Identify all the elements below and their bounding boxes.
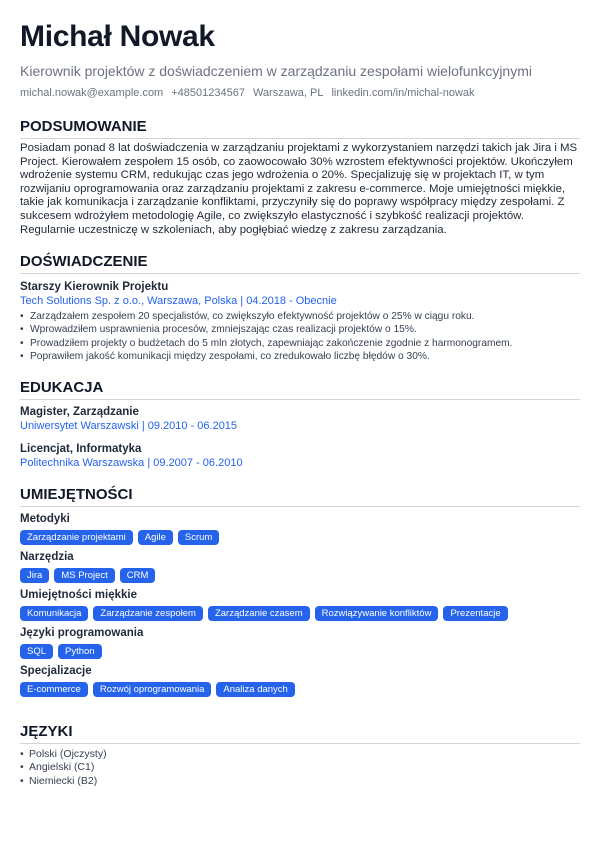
skill-tag: Agile	[138, 530, 173, 545]
skill-tag: Prezentacje	[443, 606, 507, 621]
skill-tag: Analiza danych	[216, 682, 294, 697]
summary-text: Posiadam ponad 8 lat doświadczenia w zarządzaniu projektami z wykorzystaniem narzędzi takich jak Jira i MS Project. Kierowałem zespołem 15 osób, co zaowocowało 30% wzrostem efektywności projektów. Ukończyłem wdrożenie systemu CRM, redukując czas jego wdrożenia o 20%. Specjalizuję się w projektach IT, w tym rozwijaniu oprogramowania oraz zarządzaniu projektami z zakresu e-commerce. Moje umiejętności miękkie, takie jak komunikacja i zarządzanie konfliktami, przyczyniły się do poprawy współpracy między zespołami. Z sukcesem wdrożyłem metodologię Agile, co zwiększyło elastyczność i szybkość realizacji projektów. Regularnie uczestniczę w szkoleniach, aby pogłębiać wiedzę z zakresu zarządzania.	[20, 142, 578, 236]
skill-category-title: Narzędzia	[20, 550, 74, 563]
skills-section	[20, 486, 580, 697]
language-item: • Angielski (C1)	[20, 761, 580, 775]
skill-tag: SQL	[20, 644, 53, 659]
skill-tag: Zarządzanie czasem	[208, 606, 310, 621]
skill-tag: CRM	[120, 568, 156, 583]
skill-tag-list	[20, 682, 580, 697]
skill-tag: Zarządzanie zespołem	[93, 606, 203, 621]
job-bullet: • Wprowadziłem usprawnienia procesów, zmniejszając czas realizacji projektów o 15%.	[20, 323, 580, 336]
job-bullet: • Poprawiłem jakość komunikacji między zespołami, co zredukowało liczbę błędów o 30%.	[20, 350, 580, 363]
job-bullets	[20, 310, 580, 363]
skill-tag: Zarządzanie projektami	[20, 530, 133, 545]
candidate-headline: Kierownik projektów z doświadczeniem w zarządzaniu zespołami wielofunkcyjnymi	[20, 63, 532, 79]
education-heading: EDUKACJA	[20, 379, 580, 400]
skill-category-title: Języki programowania	[20, 626, 144, 639]
skill-tag-list	[20, 530, 580, 545]
skill-category-title: Umiejętności miękkie	[20, 588, 137, 601]
languages-list	[20, 748, 580, 789]
education-entry	[20, 405, 580, 433]
experience-section	[20, 253, 580, 363]
education-meta: Uniwersytet Warszawski | 09.2010 - 06.2015	[20, 419, 238, 432]
language-item: • Polski (Ojczysty)	[20, 748, 580, 762]
contact-location: Warszawa, PL	[252, 87, 324, 99]
job-entry	[20, 280, 580, 363]
education-meta: Politechnika Warszawska | 09.2007 - 06.2010	[20, 456, 243, 469]
skill-tag-list	[20, 644, 580, 659]
skill-tag: Python	[58, 644, 102, 659]
job-meta: Tech Solutions Sp. z o.o., Warszawa, Polska | 04.2018 - Obecnie	[20, 295, 337, 308]
skill-tag: Komunikacja	[20, 606, 88, 621]
resume-page	[20, 18, 580, 788]
education-degree: Magister, Zarządzanie	[20, 405, 139, 418]
skill-tag: Rozwiązywanie konfliktów	[315, 606, 439, 621]
skill-tag: Jira	[20, 568, 49, 583]
summary-heading: PODSUMOWANIE	[20, 118, 580, 139]
education-degree: Licencjat, Informatyka	[20, 442, 142, 455]
languages-heading: JĘZYKI	[20, 723, 580, 744]
skill-category-title: Specjalizacje	[20, 664, 92, 677]
skill-tag: Rozwój oprogramowania	[93, 682, 212, 697]
languages-section	[20, 723, 580, 789]
contact-linkedin[interactable]: linkedin.com/in/michal-nowak	[331, 87, 475, 99]
contact-phone[interactable]: +48501234567	[171, 87, 245, 99]
contact-email[interactable]: michal.nowak@example.com	[20, 87, 164, 99]
skills-heading: UMIEJĘTNOŚCI	[20, 486, 580, 507]
education-entry	[20, 442, 580, 470]
contact-line	[20, 86, 580, 100]
job-bullet: • Zarządzałem zespołem 20 specjalistów, co zwiększyło efektywność projektów o 25% w ciągu roku.	[20, 310, 580, 323]
skill-tag-list	[20, 568, 580, 583]
skill-tag: Scrum	[178, 530, 219, 545]
language-item: • Niemiecki (B2)	[20, 775, 580, 789]
skill-tag: E-commerce	[20, 682, 88, 697]
job-position: Starszy Kierownik Projektu	[20, 281, 169, 294]
skills-body	[20, 512, 580, 697]
candidate-name: Michał Nowak	[20, 20, 215, 53]
experience-heading: DOŚWIADCZENIE	[20, 253, 580, 274]
summary-section	[20, 118, 580, 237]
skill-tag-list	[20, 606, 580, 621]
job-bullet: • Prowadziłem projekty o budżetach do 5 mln złotych, zapewniając zakończenie zgodnie z harmonogramem.	[20, 337, 580, 350]
skill-category-title: Metodyki	[20, 512, 70, 525]
skill-tag: MS Project	[54, 568, 114, 583]
education-section	[20, 379, 580, 470]
